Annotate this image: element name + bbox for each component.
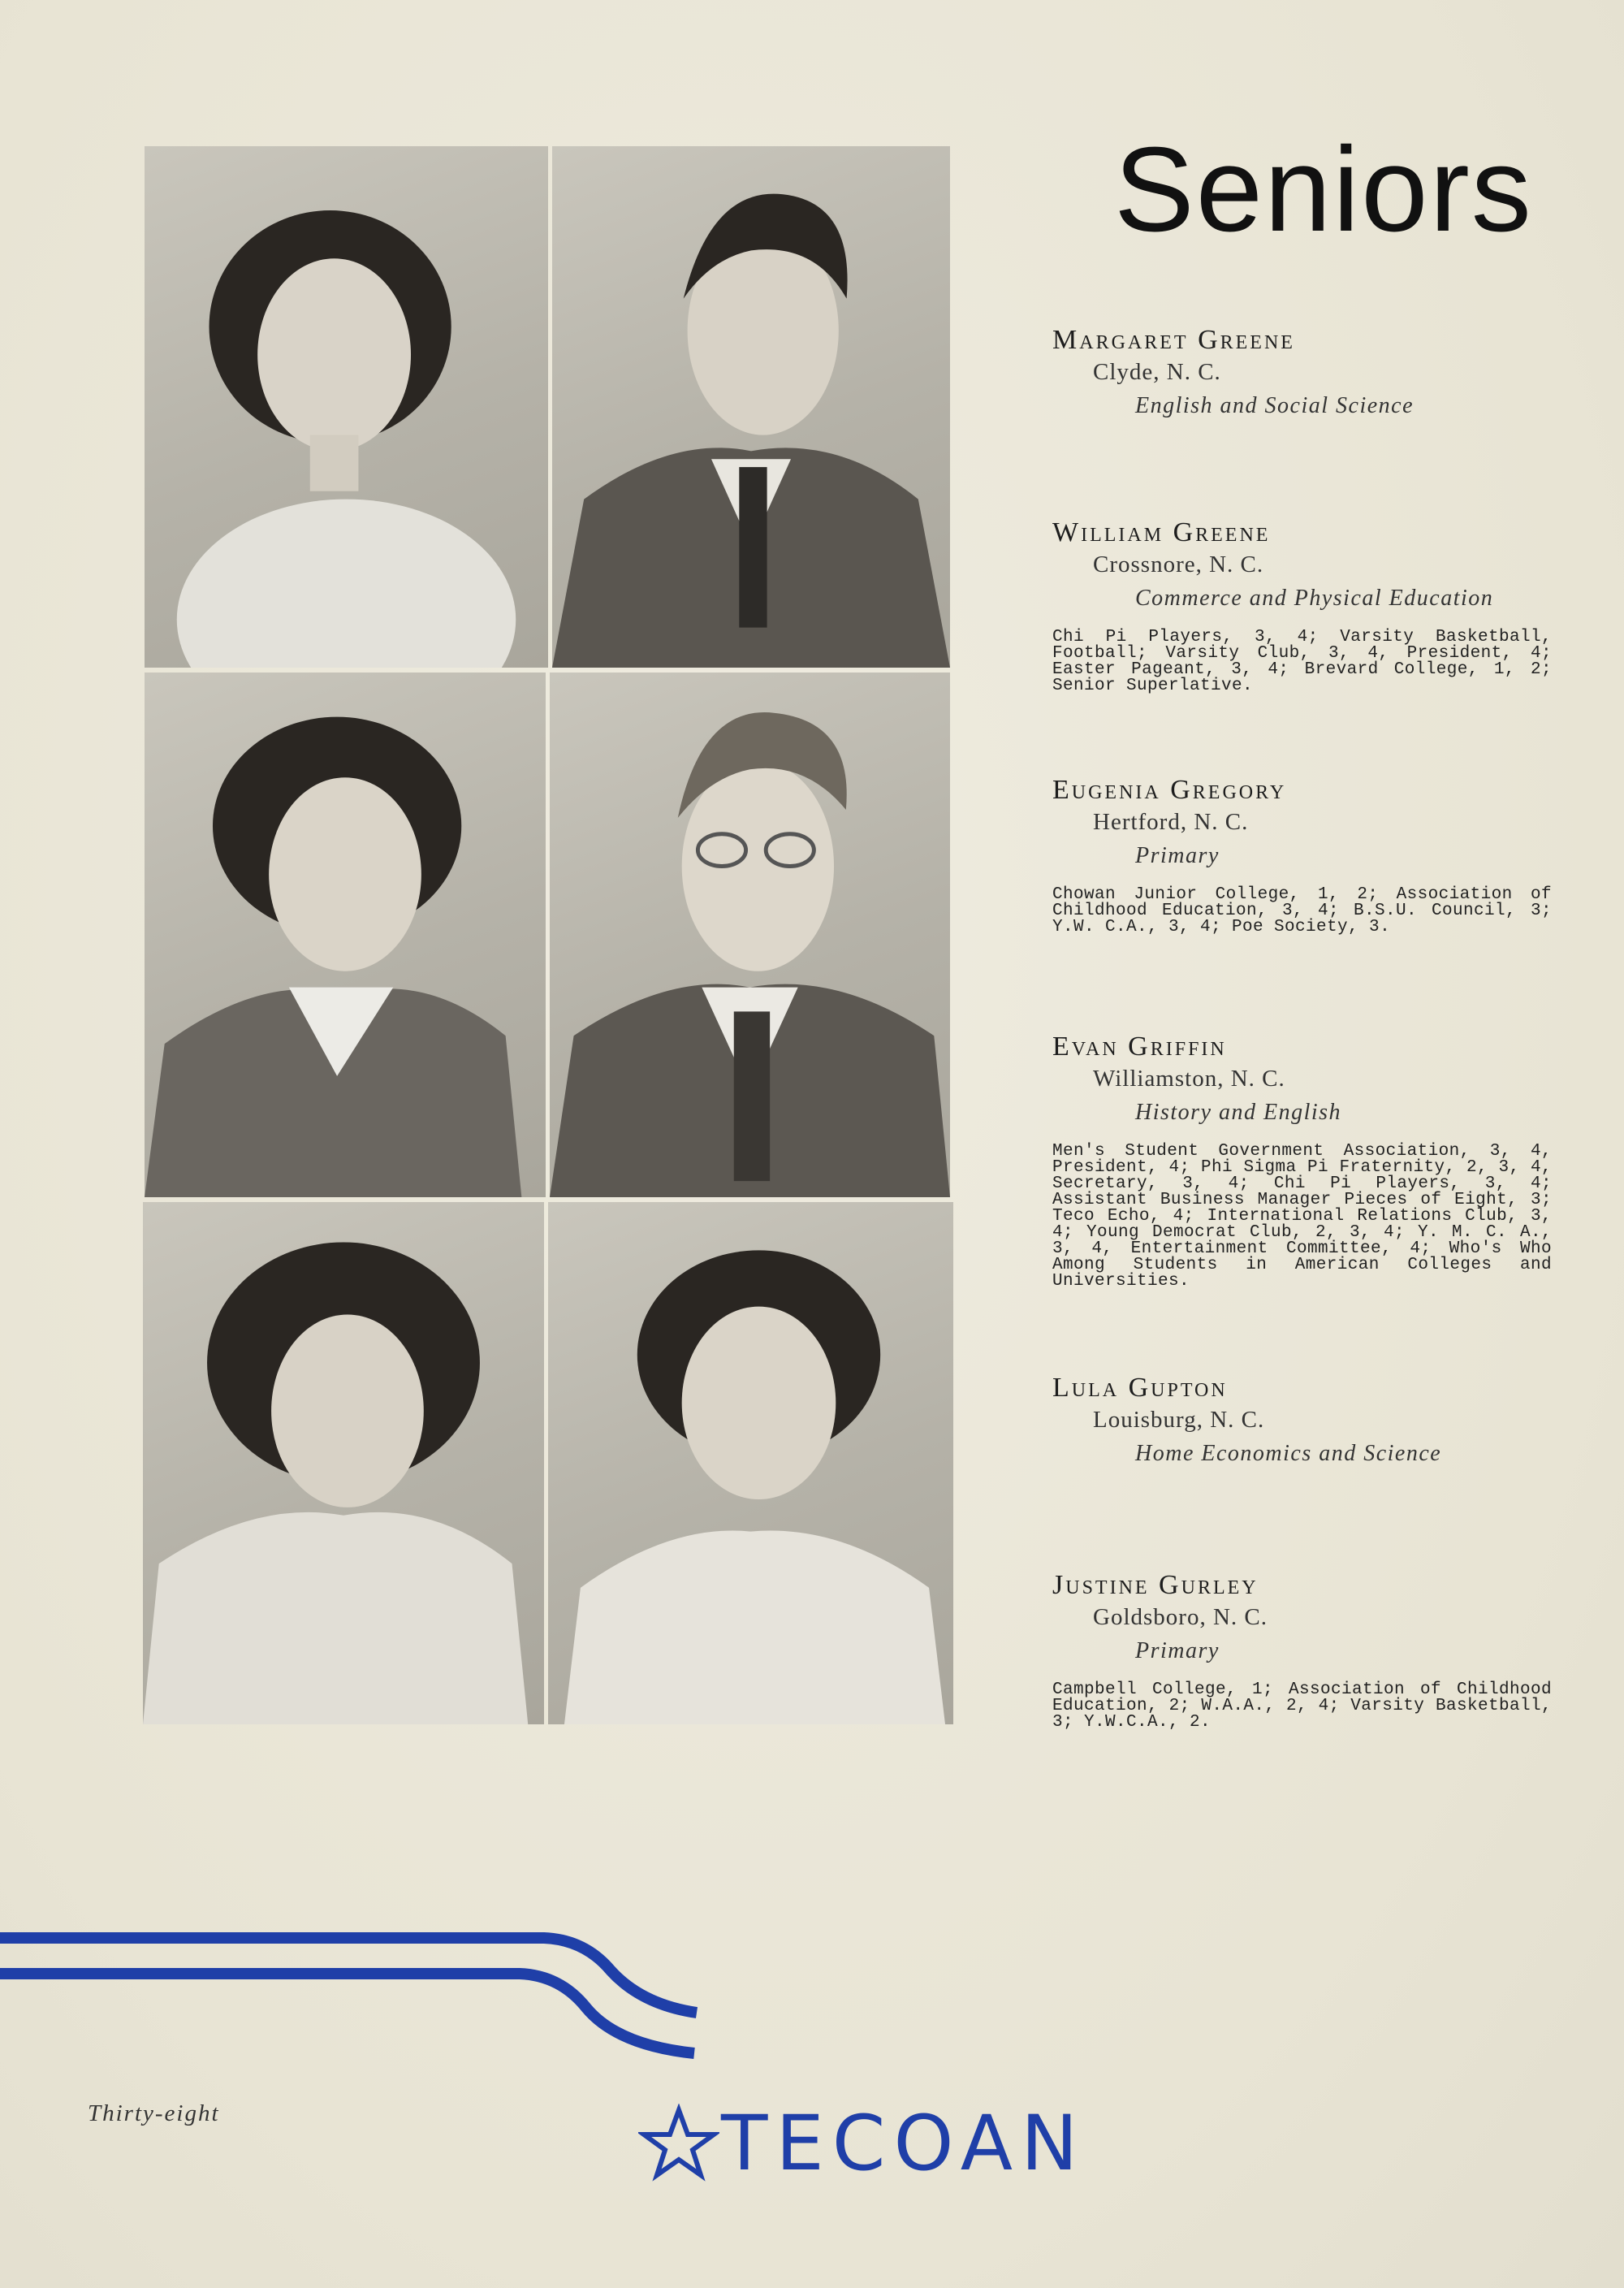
portrait-photo [145,673,546,1197]
senior-entry [1052,1373,1552,1467]
senior-major: Primary [1135,1638,1220,1664]
senior-town: Clyde, N. C. [1093,359,1221,386]
senior-town: Hertford, N. C. [1093,809,1249,836]
senior-name: William Greene [1052,517,1271,547]
senior-name: Lula Gupton [1052,1373,1228,1403]
senior-activities: Men's Student Government Association, 3, 4, President, 4; Phi Sigma Pi Fraternity, 2, 3, 4, Secretary, 3, 4; Chi Pi Players, 3, 4; Assistant Business Manager Pieces of Eight, 3; Teco Echo, 4; International Relations Club, 3, 4; Young Democrat Club, 2, 3, 4; Y. M. C. A., 3, 4, Entertainment Committee, 4; Who's Who Among Students in American Colleges and Universities. [1052,1142,1552,1291]
senior-town: Crossnore, N. C. [1093,551,1264,578]
senior-town: Goldsboro, N. C. [1093,1604,1268,1631]
senior-name: Justine Gurley [1052,1570,1259,1600]
senior-name: Eugenia Gregory [1052,775,1287,805]
senior-name: Margaret Greene [1052,325,1295,355]
portrait-photo [548,1202,953,1724]
senior-town: Williamston, N. C. [1093,1066,1285,1092]
senior-major: Primary [1135,843,1220,869]
senior-activities: Chowan Junior College, 1, 2; Association of Childhood Education, 3, 4; B.S.U. Council, 3; Y.W. C.A., 3, 4; Poe Society, 3. [1052,885,1552,937]
senior-entry [1052,1032,1552,1290]
senior-entry [1052,1570,1552,1731]
portrait-photo [143,1202,544,1724]
senior-activities: Chi Pi Players, 3, 4; Varsity Basketball, Football; Varsity Club, 3, 4, President, 4; Easter Pageant, 3, 4; Brevard College, 1, 2; Senior Superlative. [1052,628,1552,696]
senior-major: Commerce and Physical Education [1135,586,1494,612]
senior-major: Home Economics and Science [1135,1441,1442,1467]
senior-entry [1052,325,1552,419]
tecoan-logo [638,2100,1086,2188]
senior-activities: Campbell College, 1; Association of Childhood Education, 2; W.A.A., 2, 4; Varsity Basketball, 3; Y.W.C.A., 2. [1052,1680,1552,1732]
portrait-photo [550,673,950,1197]
portrait-photo [145,146,548,668]
senior-town: Louisburg, N. C. [1093,1407,1265,1434]
senior-entry [1052,517,1552,694]
senior-major: History and English [1135,1100,1342,1126]
logo-text: TECOAN [721,2100,1086,2188]
decorative-swoosh-icon [0,1917,715,2079]
page-title: Seniors [1114,123,1533,257]
senior-major: English and Social Science [1135,393,1415,419]
star-icon [638,2104,719,2185]
portrait-photo [552,146,950,668]
senior-name: Evan Griffin [1052,1032,1227,1062]
page-number: Thirty-eight [88,2100,220,2126]
senior-entry [1052,775,1552,936]
